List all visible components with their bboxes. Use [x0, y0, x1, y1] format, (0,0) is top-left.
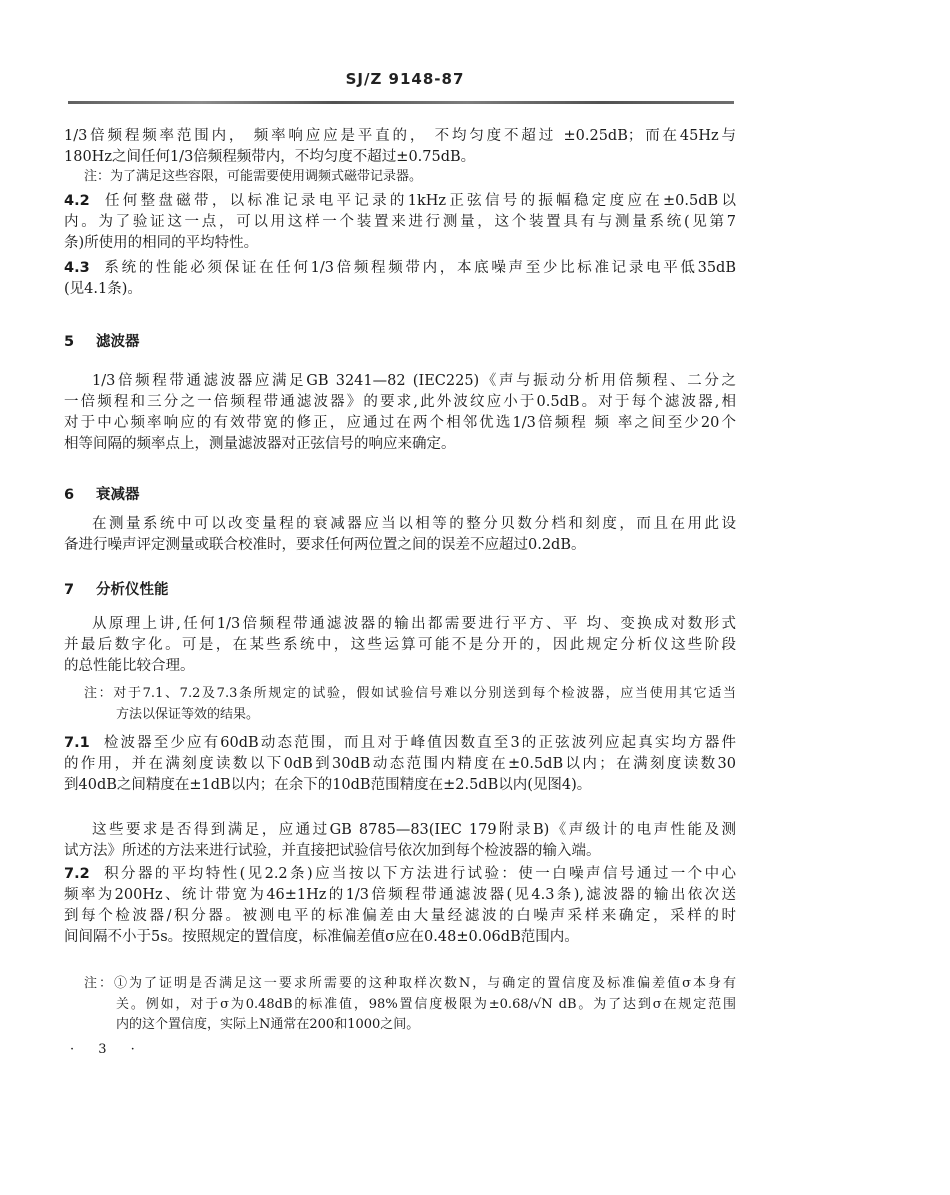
- document-id-header: SJ/Z 9148-87: [345, 70, 465, 88]
- paragraph-line: 频率为200Hz、统计带宽为46±1Hz的1/3倍频程带通滤波器(见4.3条),滤波器的输出依次送: [64, 887, 736, 903]
- paragraph-line: 到40dB之间精度在±1dB以内；在余下的10dB范围精度在±2.5dB以内(见图4)。: [64, 777, 592, 793]
- clause-4-2-line: [64, 191, 736, 211]
- section-number: 6: [64, 487, 75, 503]
- note-line: 注：为了满足这些容限，可能需要使用调频式磁带记录器。: [84, 169, 423, 184]
- note-line: 注：①为了证明是否满足这一要求所需要的这种取样次数N，与确定的置信度及标准偏差值σ本身有: [84, 976, 736, 991]
- paragraph-line: 在测量系统中可以改变量程的衰减器应当以相等的整分贝数分档和刻度，而且在用此设: [92, 516, 736, 532]
- clause-text: 积分器的平均特性(见2.2条)应当按以下方法进行试验：使一白噪声信号通过一个中心: [101, 866, 736, 882]
- paragraph-line: 内。为了验证这一点，可以用这样一个装置来进行测量，这个装置具有与测量系统(见第7: [64, 214, 736, 230]
- header-rule: [68, 101, 734, 104]
- page-number: · 3 ·: [70, 1042, 145, 1057]
- note-line: 方法以保证等效的结果。: [116, 707, 260, 722]
- clause-4-3-line: [64, 258, 736, 278]
- paragraph-line: 备进行噪声评定测量或联合校准时，要求任何两位置之间的误差不应超过0.2dB。: [64, 537, 586, 553]
- section-7-heading: [64, 578, 169, 599]
- clause-number: 7.2: [64, 866, 90, 882]
- section-title: 分析仪性能: [96, 582, 169, 598]
- clause-7-1-line: [64, 733, 736, 753]
- paragraph-line: 并最后数字化。可是，在某些系统中，这些运算可能不是分开的，因此规定分析仪这些阶段: [64, 637, 736, 653]
- paragraph-line: 1/3倍频程带通滤波器应满足GB 3241—82 (IEC225)《声与振动分析用倍频程、二分之: [92, 373, 736, 389]
- section-title: 滤波器: [96, 334, 140, 350]
- paragraph-line: 这些要求是否得到满足，应通过GB 8785—83(IEC 179附录B)《声级计的电声性能及测: [92, 822, 736, 838]
- paragraph-line: 一倍频程和三分之一倍频程带通滤波器》的要求,此外波纹应小于0.5dB。对于每个滤波器,相: [64, 394, 736, 410]
- clause-text: 任何整盘磁带，以标准记录电平记录的1kHz正弦信号的振幅稳定度应在±0.5dB以: [101, 193, 736, 209]
- paragraph-line: 间间隔不小于5s。按照规定的置信度，标准偏差值σ应在0.48±0.06dB范围内。: [64, 929, 579, 945]
- paragraph-line: 的总性能比较合理。: [64, 658, 195, 674]
- section-number: 5: [64, 334, 75, 350]
- clause-number: 4.3: [64, 260, 90, 276]
- section-6-heading: [64, 483, 140, 504]
- paragraph-line: 的作用，并在满刻度读数以下0dB到30dB动态范围内精度在±0.5dB以内；在满刻度读数30: [64, 756, 736, 772]
- paragraph-line: 1/3倍频程频率范围内， 频率响应应是平直的， 不均匀度不超过 ±0.25dB；而在45Hz与: [64, 128, 736, 144]
- clause-text: 检波器至少应有60dB动态范围，而且对于峰值因数直至3的正弦波列应起真实均方器件: [101, 735, 736, 751]
- paragraph-line: 180Hz之间任何1/3倍频程频带内，不均匀度不超过±0.75dB。: [64, 149, 476, 165]
- paragraph-line: 从原理上讲,任何1/3倍频程带通滤波器的输出都需要进行平方、平 均、变换成对数形式: [92, 616, 736, 632]
- paragraph-line: 试方法》所述的方法来进行试验，并直接把试验信号依次加到每个检波器的输入端。: [64, 843, 601, 859]
- section-title: 衰减器: [96, 487, 140, 503]
- paragraph-line: (见4.1条)。: [64, 281, 142, 297]
- paragraph-line: 相等间隔的频率点上，测量滤波器对正弦信号的响应来确定。: [64, 436, 456, 452]
- note-line: 关。例如，对于σ为0.48dB的标准值，98%置信度极限为±0.68/√N dB。为了达到σ在规定范围: [116, 997, 736, 1012]
- paragraph-line: 条)所使用的相同的平均特性。: [64, 235, 259, 251]
- clause-number: 7.1: [64, 735, 90, 751]
- clause-text: 系统的性能必须保证在任何1/3倍频程频带内，本底噪声至少比标准记录电平低35dB: [101, 260, 736, 276]
- note-line: 内的这个置信度，实际上N通常在200和1000之间。: [116, 1017, 420, 1032]
- clause-number: 4.2: [64, 193, 90, 209]
- paragraph-line: 对于中心频率响应的有效带宽的修正，应通过在两个相邻优选1/3倍频程 频 率之间至少20个: [64, 415, 736, 431]
- section-number: 7: [64, 582, 75, 598]
- clause-7-2-line: [64, 864, 736, 884]
- paragraph-line: 到每个检波器/积分器。被测电平的标准偏差由大量经滤波的白噪声采样来确定，采样的时: [64, 908, 736, 924]
- section-5-heading: [64, 330, 140, 351]
- note-line: 注：对于7.1、7.2及7.3条所规定的试验，假如试验信号难以分别送到每个检波器，应当使用其它适当: [84, 686, 736, 701]
